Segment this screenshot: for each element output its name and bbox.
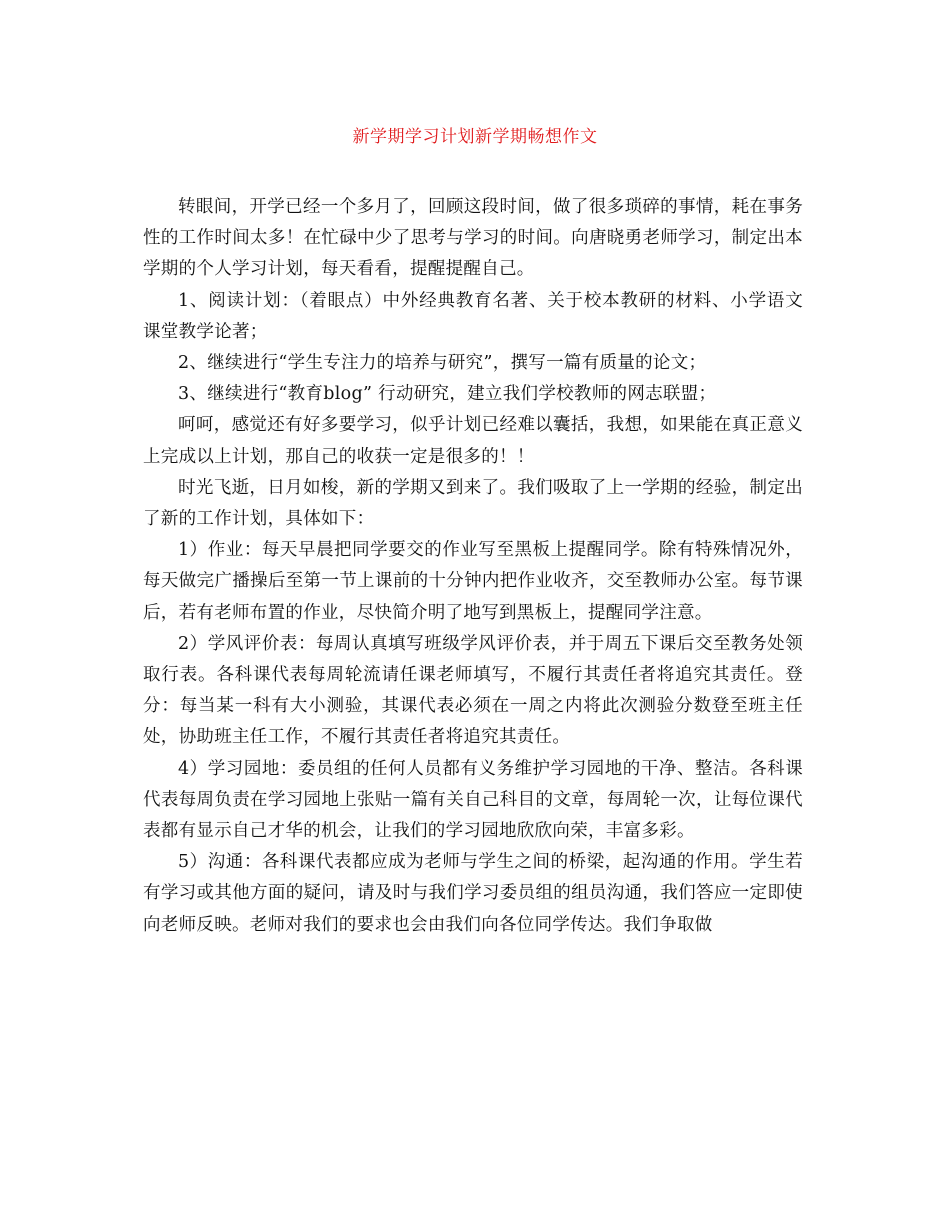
paragraph-homework: 1）作业：每天早晨把同学要交的作业写至黑板上提醒同学。除有特殊情况外，每天做完广播操后至第一节上课前的十分钟内把作业收齐，交至教师办公室。每节课后，若有老师布置的作业，尽快简介明了地写到黑板上，提醒同学注意。 xyxy=(143,540,803,623)
paragraph-study-corner: 4）学习园地：委员组的任何人员都有义务维护学习园地的干净、整洁。各科课代表每周负责在学习园地上张贴一篇有关自己科目的文章，每周轮一次，让每位课代表都有显示自己才华的机会，让我们的学习园地欣欣向荣，丰富多彩。 xyxy=(143,758,803,842)
paragraph-reflection: 呵呵，感觉还有好多要学习，似乎计划已经难以囊括，我想，如果能在真正意义上完成以上计划，那自己的收获一定是很多的！！ xyxy=(143,415,803,467)
document-body xyxy=(143,192,803,941)
paragraph-blog: 3、继续进行“教育blog” 行动研究，建立我们学校教师的网志联盟； xyxy=(178,384,717,405)
paragraph-communication: 5）沟通：各科课代表都应成为老师与学生之间的桥梁，起沟通的作用。学生若有学习或其他方面的疑问，请及时与我们学习委员组的组员沟通，我们答应一定即使向老师反映。老师对我们的要求也会由我们向各位同学传达。我们争取做 xyxy=(143,852,803,935)
paragraph-research: 2、继续进行“学生专注力的培养与研究”，撰写一篇有质量的论文； xyxy=(178,353,707,374)
paragraph-intro: 转眼间，开学已经一个多月了，回顾这段时间，做了很多琐碎的事情，耗在事务性的工作时间太多！在忙碌中少了思考与学习的时间。向唐晓勇老师学习，制定出本学期的个人学习计划，每天看看，提醒提醒自己。 xyxy=(143,197,803,280)
paragraph-evaluation: 2）学风评价表：每周认真填写班级学风评价表，并于周五下课后交至教务处领取行表。各科课代表每周轮流请任课老师填写，不履行其责任者将追究其责任。登分：每当某一科有大小测验，其课代表必须在一周之内将此次测验分数登至班主任处，协助班主任工作，不履行其责任者将追究其责任。 xyxy=(143,633,803,748)
document-title: 新学期学习计划新学期畅想作文 xyxy=(352,127,598,147)
paragraph-new-term: 时光飞逝，日月如梭，新的学期又到来了。我们吸取了上一学期的经验，制定出了新的工作计划，具体如下： xyxy=(143,477,803,530)
paragraph-reading-plan: 1、阅读计划：（着眼点）中外经典教育名著、关于校本教研的材料、小学语文课堂教学论著； xyxy=(143,290,803,342)
